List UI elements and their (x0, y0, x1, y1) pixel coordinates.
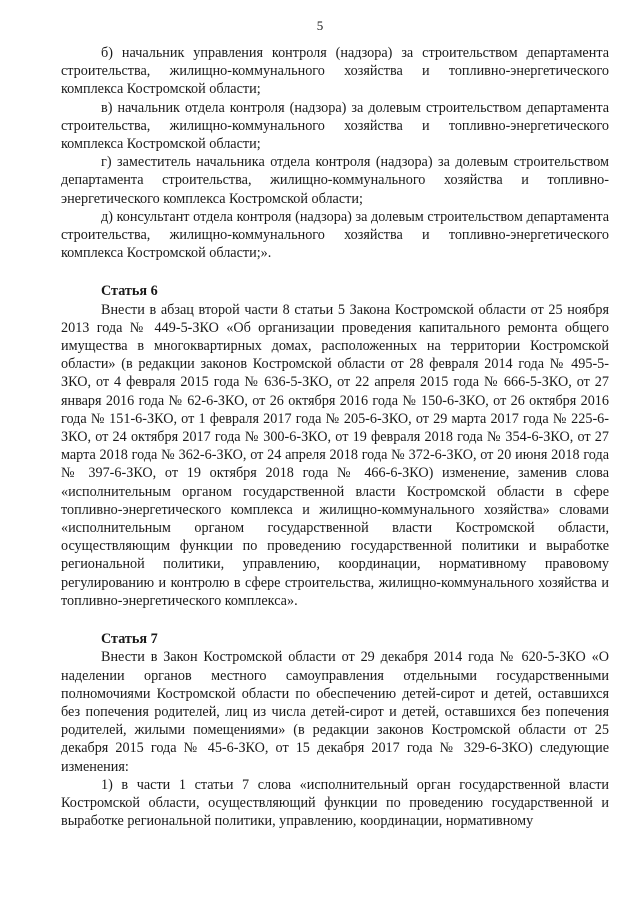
document-body (61, 44, 609, 830)
list-item-g: г) заместитель начальника отдела контроля (надзора) за долевым строительством департамента строительства, жилищно-коммунального хозяйства и топливно-энергетического комплекса Костромской области; (61, 154, 609, 207)
article-7-heading: Статья 7 (101, 631, 158, 648)
section-gap (61, 610, 609, 630)
article-6-text: Внести в абзац второй части 8 статьи 5 Закона Костромской области от 25 ноября 2013 года № 449-5-ЗКО «Об организации проведения капитального ремонта общего имущества в многоквартирных домах, расположенных на территории Костромской области» (в редакции законов Костромской области от 28 февраля 2014 года № 495-5-ЗКО, от 4 февраля 2015 года № 636-5-ЗКО, от 22 апреля 2015 года № 666-5-ЗКО, от 27 января 2016 года № 62-6-ЗКО, от 26 октября 2016 года № 150-6-ЗКО, от 26 октября 2016 года № 151-6-ЗКО, от 1 февраля 2017 года № 205-6-ЗКО, от 29 марта 2017 года № 225-6-ЗКО, от 24 октября 2017 года № 300-6-ЗКО, от 19 февраля 2018 года № 354-6-ЗКО, от 27 марта 2018 года № 362-6-ЗКО, от 24 апреля 2018 года № 372-6-ЗКО, от 20 июня 2018 года № 397-6-ЗКО, от 19 октября 2018 года № 466-6-ЗКО) изменение, заменив слова «исполнительным органом государственной власти Костромской области в сфере топливно-энергетического комплекса и жилищно-коммунального хозяйства» словами «исполнительным органом государственной власти Костромской области, осуществляющим функции по проведению государственной политики и выработке региональной политики, управлению, координации, нормативному правовому регулированию и контролю в сфере строительства, жилищно-коммунального хозяйства и топливно-энергетического комплекса». (61, 301, 609, 609)
section-gap (61, 262, 609, 282)
article-6-heading: Статья 6 (101, 283, 158, 300)
article-7-intro: Внести в Закон Костромской области от 29 декабря 2014 года № 620-5-ЗКО «О наделении органов местного самоуправления отдельными государственными полномочиями Костромской области по обеспечению детей-сирот и детей, оставшихся без попечения родителей, лиц из числа детей-сирот и детей, оставшихся без попечения родителей, жилыми помещениями» (в редакции законов Костромской области от 25 декабря 2015 года № 45-6-ЗКО, от 15 декабря 2017 года № 329-6-ЗКО) следующие изменения: (61, 649, 609, 775)
list-item-d: д) консультант отдела контроля (надзора) за долевым строительством департамента строительства, жилищно-коммунального хозяйства и топливно-энергетического комплекса Костромской области;». (61, 208, 609, 262)
page-number: 5 (316, 18, 324, 33)
list-item-b: б) начальник управления контроля (надзора) за строительством департамента строительства, жилищно-коммунального хозяйства и топливно-энергетического комплекса Костромской области; (61, 45, 609, 98)
list-item-v: в) начальник отдела контроля (надзора) за долевым строительством департамента строительства, жилищно-коммунального хозяйства и топливно-энергетического комплекса Костромской области; (61, 99, 609, 153)
article-7-item-1: 1) в части 1 статьи 7 слова «исполнительный орган государственной власти Костромской области, осуществляющий функции по проведению государственной и выработке региональной политики, управлению, координации, нормативному (61, 776, 609, 830)
